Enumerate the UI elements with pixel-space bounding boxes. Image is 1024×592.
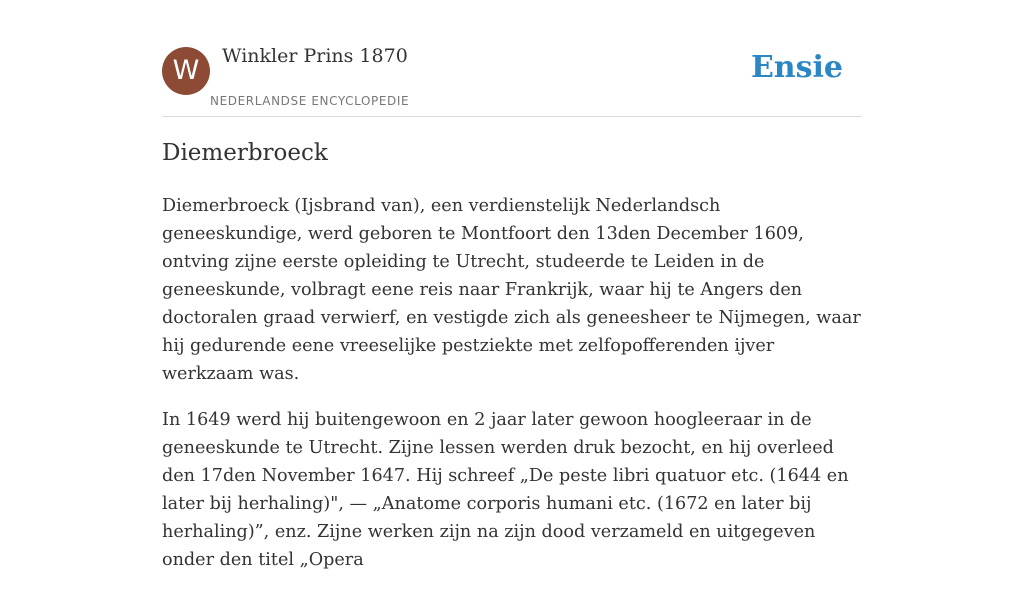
article-paragraph: Diemerbroeck (Ijsbrand van), een verdienstelijk Nederlandsch geneeskundige, werd geboren te Montfoort den 13den December 1609, ontving zijne eerste opleiding te Utrecht, studeerde te Leiden in de geneeskunde, volbragt eene reis naar Frankrijk, waar hij te Angers den doctoralen graad verwierf, en vestigde zich als geneesheer te Nijmegen, waar hij gedurende eene vreeselijke pestziekte met zelfopofferenden ijver werkzaam was.: [162, 196, 861, 384]
article-title: Diemerbroeck: [162, 140, 328, 166]
header: [162, 0, 862, 117]
source-subtitle: NEDERLANDSE ENCYCLOPEDIE: [210, 94, 410, 108]
article-paragraph: In 1649 werd hij buitengewoon en 2 jaar later gewoon hoogleeraar in de geneeskunde te Utrecht. Zijne lessen werden druk bezocht, en hij overleed den 17den November 1647. Hij schreef „De peste libri quatuor etc. (1644 en later bij herhaling)", — „Anatome corporis humani etc. (1672 en later bij herhaling)”, enz. Zijne werken zijn na zijn dood verzameld en uitgegeven onder den titel „Opera: [162, 410, 849, 570]
article-body: [162, 192, 862, 592]
ensie-logo[interactable]: Ensie: [750, 50, 843, 85]
source-title[interactable]: Winkler Prins 1870: [222, 45, 408, 67]
source-avatar[interactable]: W: [162, 47, 210, 95]
